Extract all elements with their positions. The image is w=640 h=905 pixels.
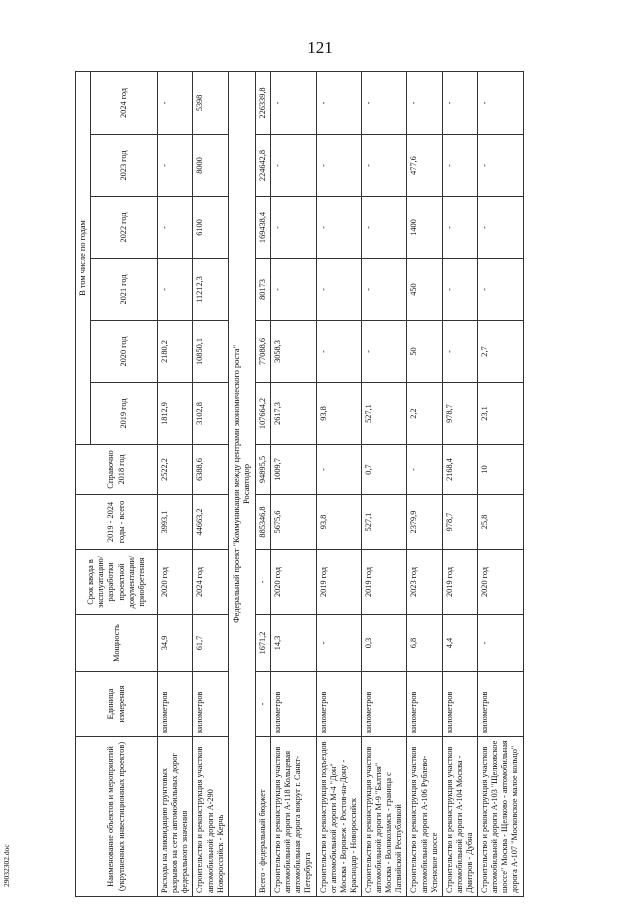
header-name: Наименование объектов и мероприятий (укрупненных инвестиционных проектов) bbox=[76, 737, 158, 897]
cell-2024: - bbox=[442, 71, 477, 134]
cell-ref2018: 10 bbox=[478, 445, 523, 495]
cell-2021: 80173 bbox=[255, 259, 270, 321]
cell-2022: - bbox=[442, 197, 477, 259]
cell-total: 527,1 bbox=[361, 495, 406, 550]
cell-deadline: 2024 год bbox=[193, 550, 228, 615]
cell-2020: 2180,2 bbox=[158, 321, 193, 383]
cell-2020: - bbox=[442, 321, 477, 383]
cell-2023: - bbox=[442, 135, 477, 197]
header-year: 2019 год bbox=[91, 383, 158, 445]
cell-ref2018: 2168,4 bbox=[442, 445, 477, 495]
page-number: 121 bbox=[307, 38, 333, 57]
cell-name: Строительство и реконструкция участков автомобильной дороги М-9 "Балтия" Москва - Волоколамск - граница с Латвийской Республикой bbox=[361, 737, 406, 897]
cell-2019: 93,8 bbox=[316, 383, 361, 445]
cell-total: 885346,8 bbox=[255, 495, 270, 550]
table-row bbox=[442, 71, 477, 896]
cell-2020: 10850,1 bbox=[193, 321, 228, 383]
cell-unit: километров bbox=[442, 672, 477, 737]
cell-ref2018: 0,7 bbox=[361, 445, 406, 495]
cell-unit: километров bbox=[478, 672, 523, 737]
cell-name: Строительство и реконструкция участков автомобильной дороги А-106 Рублево-Успенское шоссе bbox=[407, 737, 442, 897]
cell-ref2018: - bbox=[316, 445, 361, 495]
cell-name: Строительство и реконструкция участков автомобильной дороги А-103 "Щелковское шоссе" Москва - Щелково - автомобильная дорога А-107 "Московское малое кольцо" bbox=[478, 737, 523, 897]
cell-2020: 2,7 bbox=[478, 321, 523, 383]
cell-ref2018: 6388,6 bbox=[193, 445, 228, 495]
cell-2019: 1812,9 bbox=[158, 383, 193, 445]
cell-2024: - bbox=[478, 71, 523, 134]
table-row bbox=[158, 71, 193, 896]
header-total: 2019 - 2024 годы - всего bbox=[76, 495, 158, 550]
cell-deadline: 2020 год bbox=[478, 550, 523, 615]
cell-2019: 23,1 bbox=[478, 383, 523, 445]
cell-2022: 6100 bbox=[193, 197, 228, 259]
cell-name: Строительство и реконструкция участков автомобильной дороги А-290 Новороссийск - Керчь bbox=[193, 737, 228, 897]
table-row bbox=[316, 71, 361, 896]
cell-total: 5675,6 bbox=[271, 495, 316, 550]
cell-name: Строительство и реконструкция подъездов от автомобильной дороги М-4 "Дон" Москва - Воронеж - Ростов-на-Дону - Краснодар - Новороссийск bbox=[316, 737, 361, 897]
cell-deadline: 2019 год bbox=[442, 550, 477, 615]
header-year: 2022 год bbox=[91, 197, 158, 259]
cell-total: 3993,1 bbox=[158, 495, 193, 550]
header-year: 2020 год bbox=[91, 321, 158, 383]
cell-2022: 169438,4 bbox=[255, 197, 270, 259]
cell-2022: - bbox=[361, 197, 406, 259]
footer-filename: 29032302.doc bbox=[2, 844, 11, 887]
cell-2024: 226339,8 bbox=[255, 71, 270, 134]
table-row bbox=[193, 71, 228, 896]
cell-unit: километров bbox=[407, 672, 442, 737]
cell-2019: 2,2 bbox=[407, 383, 442, 445]
cell-name: Расходы на ликвидацию грунтовых разрывов на сети автомобильных дорог федерального значения bbox=[158, 737, 193, 897]
cell-2023: - bbox=[316, 135, 361, 197]
cell-2021: - bbox=[361, 259, 406, 321]
cell-total: 978,7 bbox=[442, 495, 477, 550]
cell-2020: - bbox=[361, 321, 406, 383]
table-row bbox=[255, 71, 270, 896]
header-deadline: Срок ввода в эксплуатацию/ разработки проектной документации/ приобретения bbox=[76, 550, 158, 615]
cell-name: Строительство и реконструкция участков автомобильной дороги А-118 Кольцевая автомобильная дорога вокруг г. Санкт-Петербурга bbox=[271, 737, 316, 897]
section-header bbox=[228, 71, 255, 896]
cell-2022: - bbox=[478, 197, 523, 259]
cell-deadline: - bbox=[255, 550, 270, 615]
cell-deadline: 2019 год bbox=[361, 550, 406, 615]
cell-capacity: 14,3 bbox=[271, 615, 316, 672]
cell-capacity: 0,3 bbox=[361, 615, 406, 672]
cell-2021: - bbox=[478, 259, 523, 321]
section-title: Федеральный проект "Коммуникации между центрами экономического роста" bbox=[231, 345, 241, 623]
cell-2019: 107664,2 bbox=[255, 383, 270, 445]
cell-capacity: - bbox=[316, 615, 361, 672]
cell-2024: - bbox=[407, 71, 442, 134]
cell-2024: - bbox=[158, 71, 193, 134]
cell-2019: 2617,3 bbox=[271, 383, 316, 445]
cell-2023: 477,6 bbox=[407, 135, 442, 197]
cell-2020: 3058,3 bbox=[271, 321, 316, 383]
cell-unit: километров bbox=[193, 672, 228, 737]
cell-2024: - bbox=[316, 71, 361, 134]
cell-capacity: 1671,2 bbox=[255, 615, 270, 672]
cell-capacity: 4,4 bbox=[442, 615, 477, 672]
cell-capacity: 6,8 bbox=[407, 615, 442, 672]
cell-ref2018: 1009,7 bbox=[271, 445, 316, 495]
rotated-table-container bbox=[75, 72, 553, 897]
header-year: 2024 год bbox=[91, 71, 158, 134]
cell-unit: - bbox=[255, 672, 270, 737]
cell-2020: - bbox=[316, 321, 361, 383]
cell-2020: 50 bbox=[407, 321, 442, 383]
cell-2019: 527,1 bbox=[361, 383, 406, 445]
cell-total: 2379,9 bbox=[407, 495, 442, 550]
cell-2020: 77088,6 bbox=[255, 321, 270, 383]
cell-ref2018: - bbox=[407, 445, 442, 495]
cell-unit: километров bbox=[271, 672, 316, 737]
cell-2023: 8000 bbox=[193, 135, 228, 197]
cell-total: 44663,2 bbox=[193, 495, 228, 550]
investment-table bbox=[75, 71, 524, 897]
cell-unit: километров bbox=[361, 672, 406, 737]
cell-deadline: 2020 год bbox=[271, 550, 316, 615]
cell-unit: километров bbox=[316, 672, 361, 737]
cell-name: Строительство и реконструкция участков автомобильной дороги А-104 Москва - Дмитров - Дубна bbox=[442, 737, 477, 897]
cell-2024: - bbox=[361, 71, 406, 134]
cell-2021: 450 bbox=[407, 259, 442, 321]
cell-unit: километров bbox=[158, 672, 193, 737]
cell-2021: - bbox=[158, 259, 193, 321]
cell-2019: 978,7 bbox=[442, 383, 477, 445]
cell-capacity: - bbox=[478, 615, 523, 672]
cell-2023: 224642,8 bbox=[255, 135, 270, 197]
cell-name: Всего - федеральный бюджет bbox=[255, 737, 270, 897]
cell-ref2018: 2522,2 bbox=[158, 445, 193, 495]
cell-2022: 1400 bbox=[407, 197, 442, 259]
cell-2023: - bbox=[361, 135, 406, 197]
cell-2023: - bbox=[271, 135, 316, 197]
header-unit: Единица измерения bbox=[76, 672, 158, 737]
cell-2019: 3102,8 bbox=[193, 383, 228, 445]
table-row bbox=[407, 71, 442, 896]
table-row bbox=[271, 71, 316, 896]
cell-total: 93,8 bbox=[316, 495, 361, 550]
cell-2023: - bbox=[478, 135, 523, 197]
header-year: 2023 год bbox=[91, 135, 158, 197]
header-year: 2021 год bbox=[91, 259, 158, 321]
cell-capacity: 61,7 bbox=[193, 615, 228, 672]
table-row bbox=[361, 71, 406, 896]
cell-deadline: 2023 год bbox=[407, 550, 442, 615]
cell-2021: - bbox=[316, 259, 361, 321]
cell-2021: 11212,3 bbox=[193, 259, 228, 321]
cell-capacity: 34,9 bbox=[158, 615, 193, 672]
section-row bbox=[228, 71, 255, 896]
cell-2022: - bbox=[158, 197, 193, 259]
cell-2022: - bbox=[316, 197, 361, 259]
header-ref2018: Справочно 2018 год bbox=[76, 445, 158, 495]
cell-2021: - bbox=[271, 259, 316, 321]
table-row bbox=[478, 71, 523, 896]
cell-deadline: 2020 год bbox=[158, 550, 193, 615]
header-capacity: Мощность bbox=[76, 615, 158, 672]
cell-2024: - bbox=[271, 71, 316, 134]
cell-ref2018: 94895,5 bbox=[255, 445, 270, 495]
header-including: В том числе по годам bbox=[76, 71, 91, 444]
section-subtitle: Росавтодор bbox=[241, 464, 251, 504]
cell-deadline: 2019 год bbox=[316, 550, 361, 615]
cell-total: 25,8 bbox=[478, 495, 523, 550]
cell-2021: - bbox=[442, 259, 477, 321]
cell-2023: - bbox=[158, 135, 193, 197]
cell-2024: 5398 bbox=[193, 71, 228, 134]
cell-2022: - bbox=[271, 197, 316, 259]
